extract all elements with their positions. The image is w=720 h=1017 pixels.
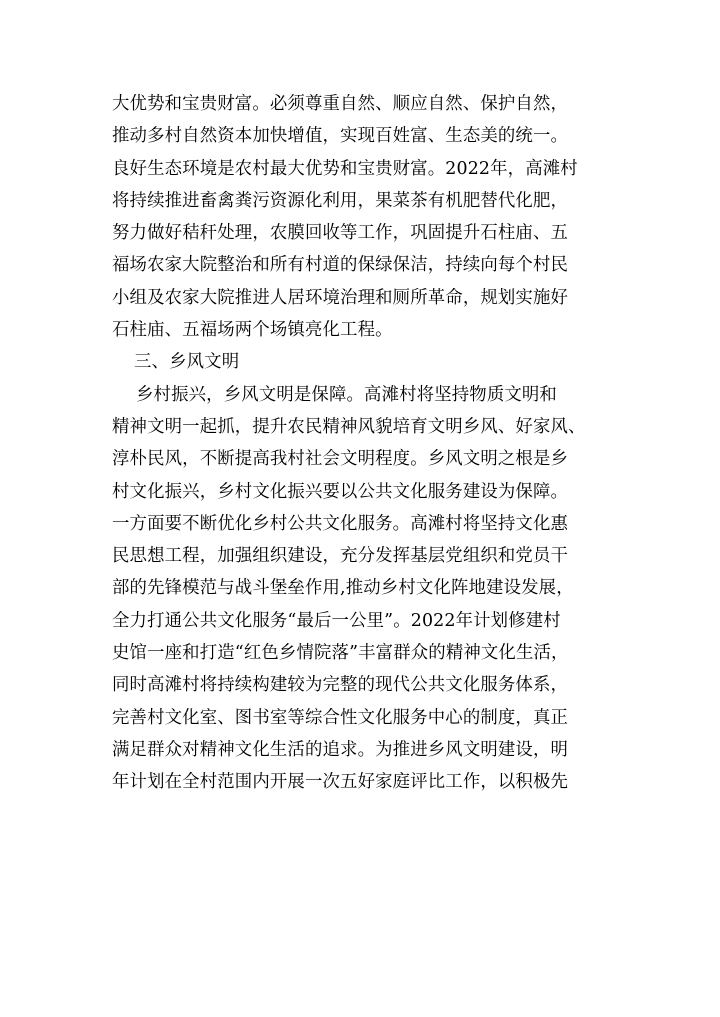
paragraph-line: 努力做好秸秆处理，农膜回收等工作，巩固提升石柱庙、五: [112, 223, 569, 244]
paragraph-line: 小组及农家大院推进人居环境治理和厕所革命，规划实施好: [112, 287, 569, 308]
paragraph-line: 部的先锋模范与战斗堡垒作用,推动乡村文化阵地建设发展，: [112, 578, 574, 599]
paragraph-line: 推动多村自然资本加快增值，实现百姓富、生态美的统一。: [112, 126, 569, 147]
document-body: [112, 88, 608, 799]
paragraph-line: 将持续推进畜禽粪污资源化利用，果菜茶有机肥替代化肥，: [112, 190, 569, 211]
paragraph-line: 年计划在全村范围内开展一次五好家庭评比工作，以积极先: [112, 772, 569, 793]
paragraph-line: 民思想工程，加强组织建设，充分发挥基层党组织和党员干: [112, 546, 569, 567]
paragraph-line: 良好生态环境是农村最大优势和宝贵财富。2022年，高滩村: [112, 158, 578, 179]
paragraph-line: 淳朴民风，不断提高我村社会文明程度。乡风文明之根是乡: [112, 449, 569, 470]
paragraph-line: 完善村文化室、图书室等综合性文化服务中心的制度，真正: [112, 707, 569, 728]
paragraph-line: 同时高滩村将持续构建较为完整的现代公共文化服务体系，: [112, 675, 569, 696]
paragraph-line: 史馆一座和打造“红色乡情院落”丰富群众的精神文化生活，: [112, 643, 569, 664]
paragraph-line: 村文化振兴，乡村文化振兴要以公共文化服务建设为保障。: [112, 481, 569, 502]
paragraph-line: 乡村振兴，乡风文明是保障。高滩村将坚持物质文明和: [136, 384, 557, 405]
paragraph-line: 满足群众对精神文化生活的追求。为推进乡风文明建设，明: [112, 739, 569, 760]
paragraph-line: 全力打通公共文化服务“最后一公里”。2022年计划修建村: [112, 610, 561, 631]
paragraph-line: 石柱庙、五福场两个场镇亮化工程。: [112, 320, 393, 341]
paragraph-line: 福场农家大院整治和所有村道的保绿保洁，持续向每个村民: [112, 255, 569, 276]
paragraph-line: 一方面要不断优化乡村公共文化服务。高滩村将坚持文化惠: [112, 513, 569, 534]
paragraph-line: 大优势和宝贵财富。必须尊重自然、顺应自然、保护自然，: [112, 94, 569, 114]
section-heading: 三、乡风文明: [134, 352, 240, 373]
paragraph-line: 精神文明一起抓，提升农民精神风貌培育文明乡风、好家风、: [112, 416, 586, 437]
